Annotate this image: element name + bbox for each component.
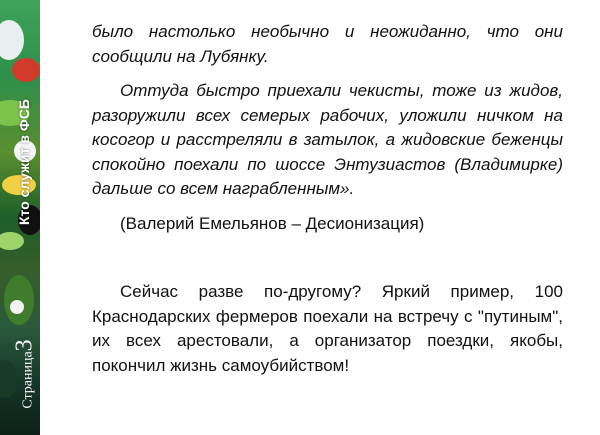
sidebar-decorative-strip [0, 0, 40, 435]
sidebar-art-shape [12, 58, 40, 82]
page-number-label [12, 339, 39, 408]
document-body [92, 20, 563, 378]
document-title: Кто служит в ФСБ [16, 98, 32, 226]
sidebar-art-shape [0, 232, 24, 250]
citation: (Валерий Емельянов – Десионизация) [120, 213, 425, 233]
sidebar-art-shape [0, 20, 24, 60]
paragraph-wrap [92, 280, 563, 378]
sidebar-art-shape [10, 300, 24, 314]
paragraph: Оттуда быстро приехали чекисты, тоже из жидов, разоружили всех семерых рабочих, уложили ничком на косогор и расстреляли в затылок, а жидовские беженцы спокойно поехали по шоссе Энтузиастов (Владимирке) дальше со всем награбленным». [92, 81, 563, 198]
page-word: Страница [20, 351, 36, 409]
citation-paragraph [92, 212, 563, 237]
paragraph: Сейчас разве по-другому? Яркий пример, 100 Краснодарских фермеров поехали на встречу с "путиным", их всех арестовали, а организатор поездки, якобы, покончил жизнь самоубийством! [92, 282, 563, 375]
page-number: 3 [11, 339, 38, 352]
paragraph: было настолько необычно и неожиданно, что они сообщили на Лубянку. [92, 22, 563, 66]
